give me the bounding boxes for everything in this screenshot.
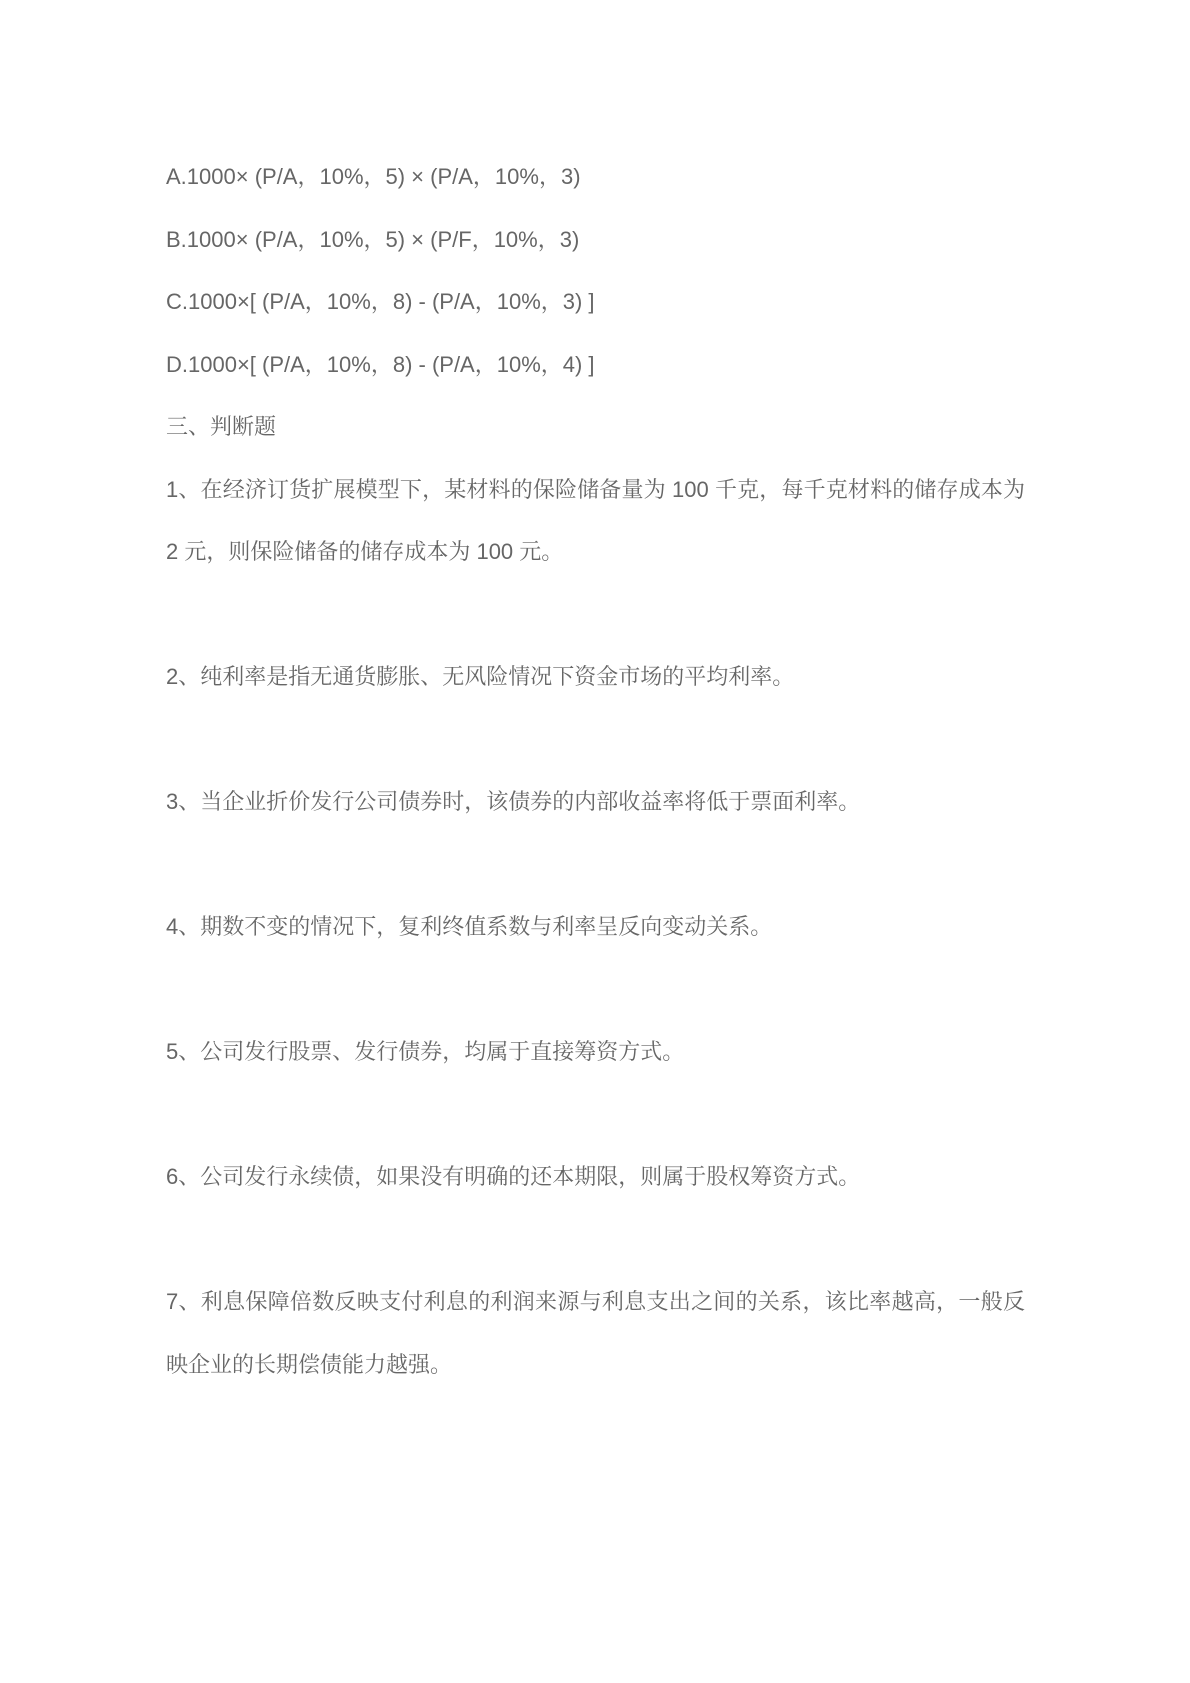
judgement-question-4: 4、期数不变的情况下，复利终值系数与利率呈反向变动关系。 — [166, 914, 773, 939]
judgement-question-2: 2、纯利率是指无通货膨胀、无风险情况下资金市场的平均利率。 — [166, 664, 795, 689]
judgement-question-5: 5、公司发行股票、发行债券，均属于直接筹资方式。 — [166, 1039, 685, 1064]
option-a: A.1000× (P/A，10%，5) × (P/A，10%，3) — [166, 164, 581, 189]
option-d: D.1000×[ (P/A，10%，8) - (P/A，10%，4) ] — [166, 351, 595, 377]
document-page — [166, 146, 1025, 1396]
judgement-question-1: 1、在经济订货扩展模型下，某材料的保险储备量为 100 千克，每千克材料的储存成本为 2 元，则保险储备的储存成本为 100 元。 — [166, 476, 1025, 564]
section-heading: 三、判断题 — [166, 414, 277, 439]
judgement-question-3: 3、当企业折价发行公司债券时，该债券的内部收益率将低于票面利率。 — [166, 789, 861, 814]
judgement-question-7: 7、利息保障倍数反映支付利息的利润来源与利息支出之间的关系，该比率越高，一般反映企业的长期偿债能力越强。 — [166, 1289, 1025, 1377]
judgement-question-6: 6、公司发行永续债，如果没有明确的还本期限，则属于股权筹资方式。 — [166, 1164, 861, 1189]
option-b: B.1000× (P/A，10%，5) × (P/F，10%，3) — [166, 226, 580, 252]
option-c: C.1000×[ (P/A，10%，8) - (P/A，10%，3) ] — [166, 289, 595, 314]
